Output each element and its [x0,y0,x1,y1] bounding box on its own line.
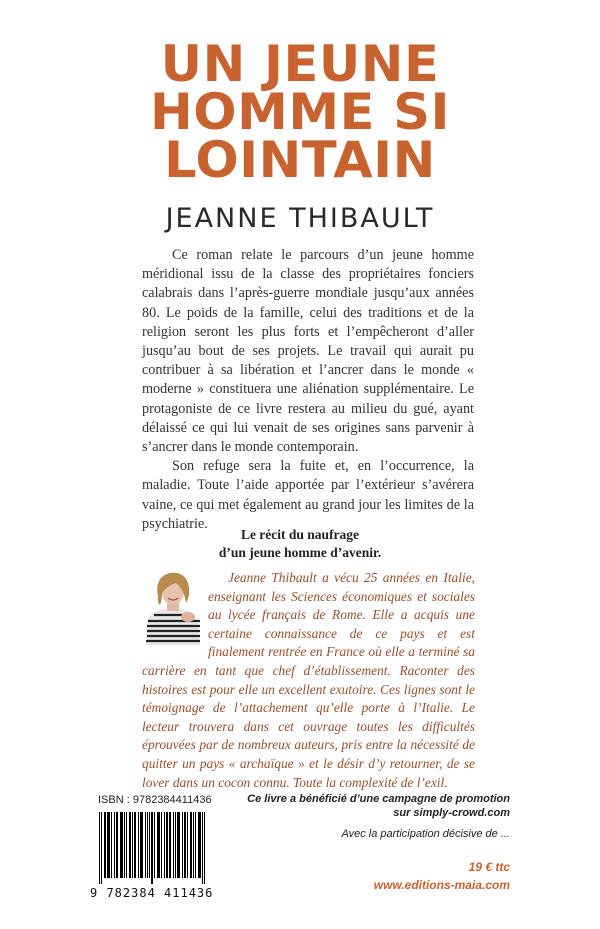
isbn-label: ISBN : 9782384411436 [98,794,212,806]
barcode-bar [193,812,194,878]
barcode-bar [190,812,191,878]
barcode-bar [198,812,199,878]
barcode-bar [154,812,155,878]
barcode-bar [121,812,122,878]
barcode-bar [151,812,152,884]
barcode-bar [116,812,117,878]
barcode-bar [173,812,174,878]
barcode-bar [152,812,153,884]
barcode [98,812,206,889]
barcode-bar [167,812,168,878]
barcode-bar [200,812,201,878]
barcode-digits: 9 782384 411436 [90,886,214,900]
barcode-bar [184,812,185,878]
promo-line-1: Ce livre a bénéficié d’une campagne de promotion [247,793,510,805]
barcode-bar [179,812,180,878]
barcode-bar [159,812,160,878]
tagline-line-1: Le récit du naufrage [240,527,360,542]
barcode-bar [164,812,165,878]
barcode-bar [122,812,123,878]
publisher-website: www.editions-maia.com [373,878,510,892]
author-bio-text: Jeanne Thibault a vécu 25 années en Italie, enseignant les Sciences économiques et sociales au lycée français de Rome. Elle a acquis une certaine connaissance de ce pays et est finalement rentrée en France où elle a terminé sa carrière en tant que chef d’établissement. Raconter des histoires est pour elle un excellent exutoire. Ces lignes sont le témoignage de l’attachement qu’elle porte à l’Italie. Le lecteur trouvera dans cet ouvrage toutes les difficultés éprouvées par de nombreux auteurs, pris entre la nécessité de quitter un pays « archaïque » et le désir d’y retourner, de se lover dans un cocon connu. Toute la complexité de l’exil. [142,570,475,790]
barcode-bar [138,812,139,878]
barcode-bar [142,812,143,878]
barcode-bar [191,812,192,878]
promo-notice [247,792,510,820]
barcode-bar [177,812,178,878]
title-line-2: HOMME SI [150,83,450,141]
author-bio [142,569,475,792]
title-line-1: UN JEUNE [160,35,440,93]
barcode-bar [182,812,183,878]
participation-note: Avec la participation décisive de ... [341,828,510,840]
barcode-bar [158,812,159,878]
barcode-bar [99,812,100,884]
barcode-bar [124,812,125,878]
barcode-bar [104,812,105,878]
promo-line-2: sur simply-crowd.com [393,807,510,819]
barcode-bar [170,812,171,878]
barcode-bar [114,812,115,878]
barcode-bar [105,812,106,878]
barcode-bar [185,812,186,878]
barcode-bar [204,812,205,884]
title-line-3: LOINTAIN [164,131,436,189]
barcode-bar [135,812,136,878]
barcode-bar [157,812,158,878]
barcode-bar [129,812,130,878]
barcode-bar [132,812,133,878]
barcode-bar [109,812,110,878]
author-name: JEANNE THIBAULT [165,203,435,234]
barcode-bar [111,812,112,878]
price: 19 € ttc [468,860,510,874]
tagline [0,526,600,562]
barcode-bar [169,812,170,878]
synopsis-paragraph-1: Ce roman relate le parcours d’un jeune homme méridional issu de la classe des propriétaires fonciers calabrais dans l’après-guerre mondiale jusqu’aux années 80. Le poids de la famille, celui des traditions et de la religion seront les plus forts et l’empêcheront d’aller jusqu’au bout de ses projets. Le travail qui aurait pu contribuer à sa libération et l’ancrer dans le monde « moderne » constituera une aliénation supplémentaire. Le protagoniste de ce livre restera au milieu du gué, ayant délaissé ce qui lui venait de ses origines sans parvenir à s’ancrer dans le monde contemporain. [142,247,474,456]
barcode-bar [149,812,150,878]
barcode-bar [117,812,118,878]
barcode-bar [147,812,148,878]
tagline-line-2: d’un jeune homme d’avenir. [218,545,382,560]
barcode-bar [195,812,196,878]
barcode-bar [107,812,108,878]
barcode-bar [199,812,200,878]
barcode-bar [101,812,102,884]
barcode-bar [175,812,176,878]
barcode-bar [187,812,188,878]
barcode-bar [140,812,141,878]
barcode-bar [178,812,179,878]
synopsis-paragraph-2: Son refuge sera la fuite et, en l’occurrence, la maladie. Toute l’aide apportée par l’extérieur s’avérera vaine, ce qui met également au grand jour les limites de la psychiatrie. [142,458,474,532]
barcode-bar [141,812,142,878]
barcode-bar [166,812,167,878]
barcode-bar [108,812,109,878]
barcode-bar [161,812,162,878]
barcode-bar [134,812,135,878]
synopsis [142,246,474,534]
barcode-bar [202,812,203,884]
book-title [0,35,600,189]
barcode-bar [145,812,146,878]
barcode-bar [126,812,127,878]
barcode-bar [120,812,121,878]
barcode-bar [130,812,131,878]
